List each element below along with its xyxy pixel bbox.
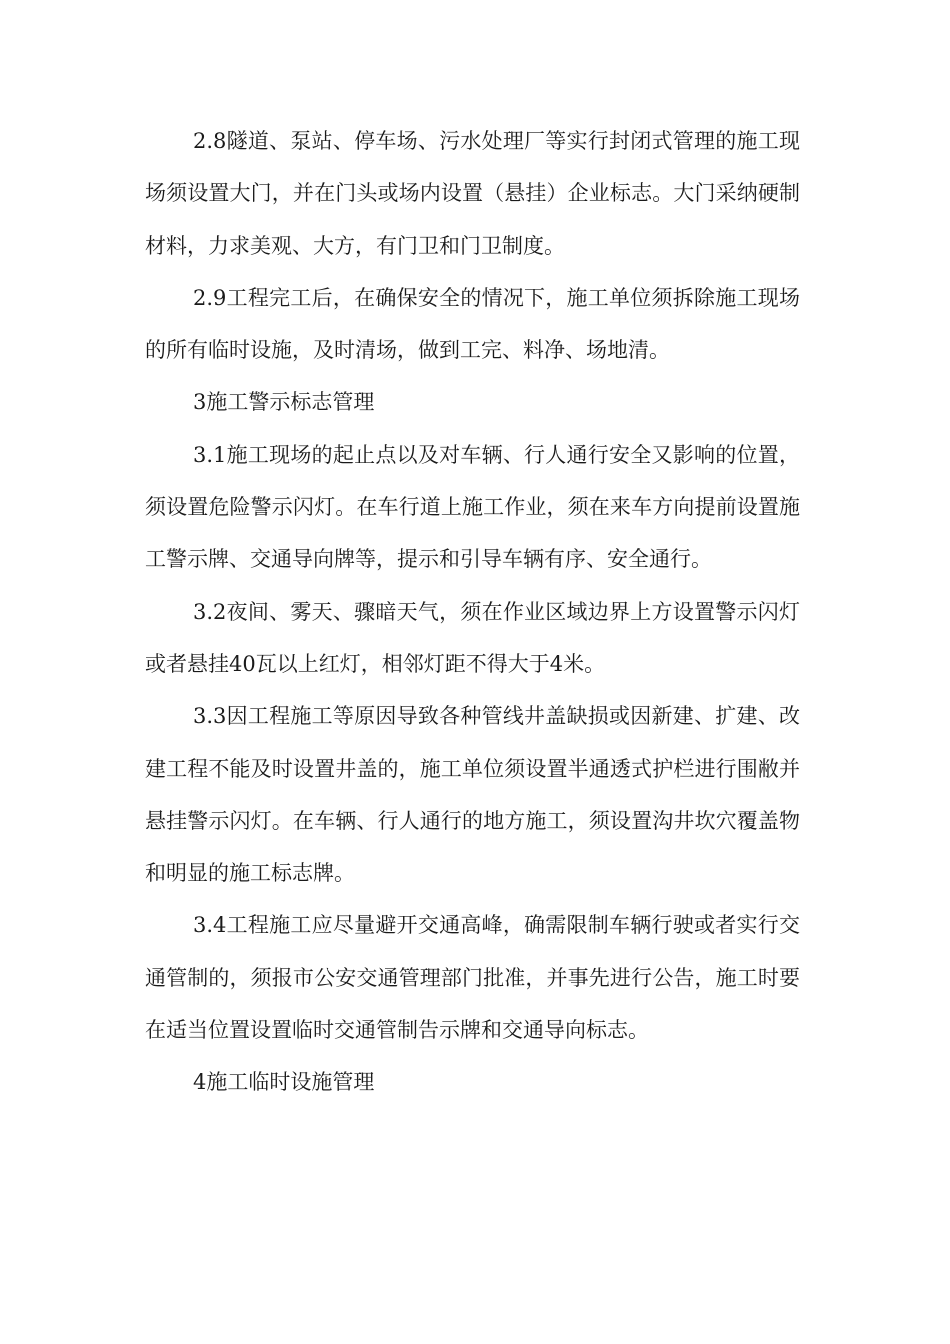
paragraph-3-3: 3.3因工程施工等原因导致各种管线井盖缺损或因新建、扩建、改建工程不能及时设置井盖的，施工单位须设置半通透式护栏进行围敝并悬挂警示闪灯。在车辆、行人通行的地方施工，须设置沟井坎穴覆盖物和明显的施工标志牌。	[145, 704, 800, 886]
paragraph-3-4: 3.4工程施工应尽量避开交通高峰，确需限制车辆行驶或者实行交通管制的，须报市公安交通管理部门批准，并事先进行公告，施工时要在适当位置设置临时交通管制告示牌和交通导向标志。	[145, 913, 800, 1043]
document-body	[145, 115, 800, 1109]
paragraph-3-1: 3.1施工现场的起止点以及对车辆、行人通行安全又影响的位置，须设置危险警示闪灯。在车行道上施工作业，须在来车方向提前设置施工警示牌、交通导向牌等，提示和引导车辆有序、安全通行。	[145, 442, 800, 572]
paragraph-3-2: 3.2夜间、雾天、骤暗天气，须在作业区域边界上方设置警示闪灯或者悬挂40瓦以上红灯，相邻灯距不得大于4米。	[145, 599, 800, 676]
section-heading-4: 4施工临时设施管理	[193, 1070, 375, 1095]
section-heading-3: 3施工警示标志管理	[193, 390, 375, 415]
paragraph-2-9: 2.9工程完工后，在确保安全的情况下，施工单位须拆除施工现场的所有临时设施，及时清场，做到工完、料净、场地清。	[145, 285, 800, 363]
paragraph-2-8: 2.8隧道、泵站、停车场、污水处理厂等实行封闭式管理的施工现场须设置大门，并在门头或场内设置（悬挂）企业标志。大门采纳硬制材料，力求美观、大方，有门卫和门卫制度。	[145, 129, 800, 258]
